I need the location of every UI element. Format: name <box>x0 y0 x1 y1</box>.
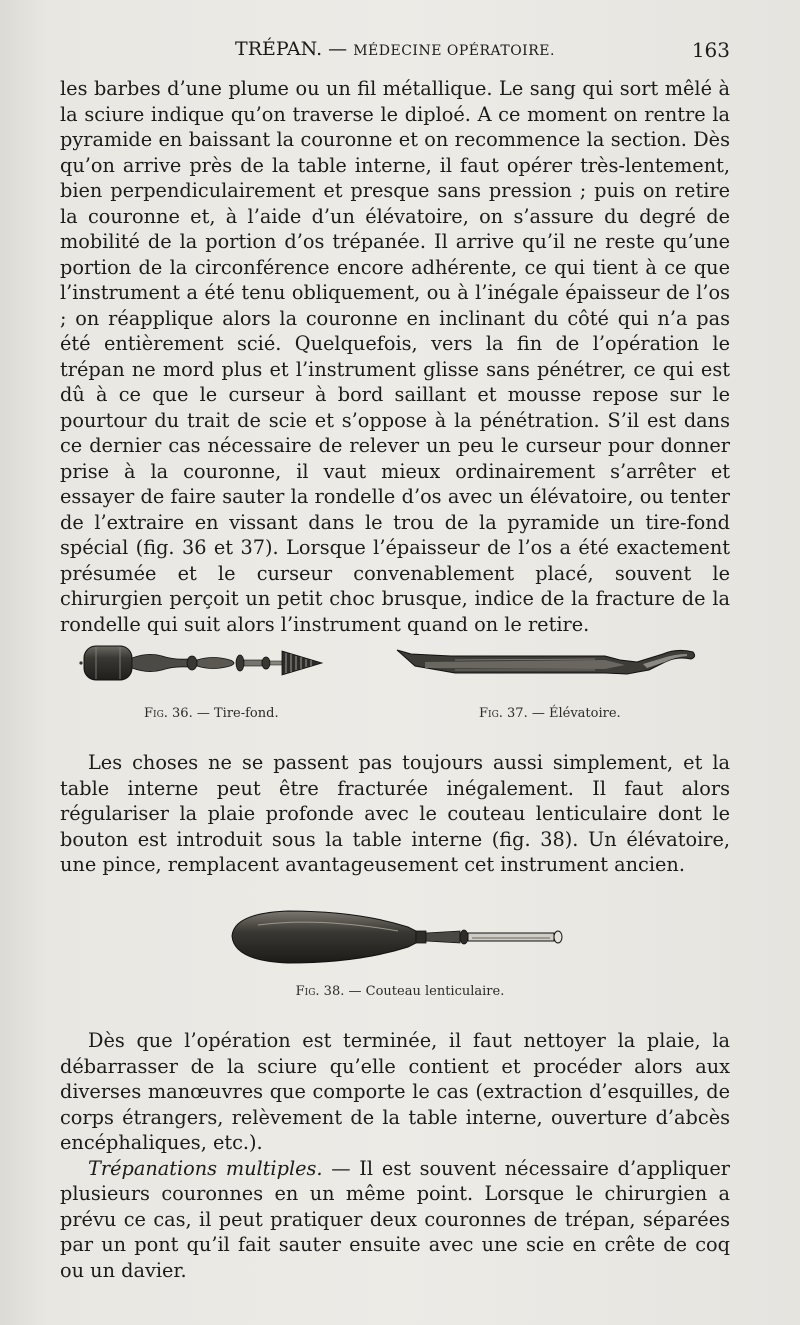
tire-fond-illustration <box>78 638 328 688</box>
figure-36-label: Fig. 36. <box>144 706 193 721</box>
header-title: TRÉPAN. <box>235 38 323 60</box>
paragraph-des-que: Dès que l’opération est terminée, il faut nettoyer la plaie, la débarrasser de la sciure qu’elle contient et procéder alors aux diverses manœuvres que comporte le cas (extraction d’esquilles, de corps étrangers, relèvement de la table interne, ouverture d’abcès encéphaliques, etc.). <box>60 1029 730 1154</box>
figure-37-text: — Élévatoire. <box>531 706 621 721</box>
figure-37-label: Fig. 37. <box>479 706 528 721</box>
text-block-bottom <box>60 1028 730 1283</box>
header-subtitle: MÉDECINE OPÉRATOIRE. <box>353 43 555 59</box>
header-dash: — <box>328 38 348 60</box>
figure-36-text: — Tire-fond. <box>196 706 279 721</box>
figure-36-caption <box>144 706 279 721</box>
paragraph-trepanations-body: — Il est souvent nécessaire d’appliquer plusieurs couronnes en un même point. Lorsque le chirurgien a prévu ce cas, il peut pratiquer deux couronnes de trépan, séparées par un pont qu’il fait sauter ensuite avec une scie en crête de coq ou un davier. <box>60 1156 730 1282</box>
paragraph-trepanations-multiples <box>60 1156 730 1284</box>
paragraph-continued: les barbes d’une plume ou un fil métallique. Le sang qui sort mêlé à la sciure indique qu’on traverse le diploé. A ce moment on rentre la pyramide en baissant la couronne et on recommence la section. Dès qu’on arrive près de la table interne, il faut opérer très-lentement, bien perpendiculairement et presque sans pression ; puis on retire la couronne et, à l’aide d’un élévatoire, on s’assure du degré de mobilité de la portion d’os trépanée. Il arrive qu’il ne reste qu’une portion de la circonférence encore adhérente, ce qui tient à ce que l’instrument a été tenu obliquement, ou à l’inégale épaisseur de l’os ; on réapplique alors la couronne en inclinant du côté qui n’a pas été entièrement scié. Quelquefois, vers la fin de l’opération le trépan ne mord plus et l’instrument glisse sans pénétrer, ce qui est dû à ce que le curseur à bord saillant et mousse repose sur le pourtour du trait de scie et s’oppose à la pénétration. S’il est dans ce dernier cas nécessaire de relever un peu le curseur pour donner prise à la couronne, il vaut mieux ordinairement s’arrêter et essayer de faire sauter la rondelle d’os avec un élévatoire, ou tenter de l’extraire en vissant dans le trou de la pyramide un tire-fond spécial (fig. 36 et 37). Lorsque l’épaisseur de l’os a été exactement présumée et le curseur convenablement placé, souvent le chirurgien perçoit un petit choc brusque, indice de la fracture de la rondelle qui suit alors l’instrument quand on le retire. <box>60 77 730 636</box>
text-block-top <box>60 76 730 637</box>
page-number: 163 <box>691 38 730 62</box>
running-header <box>60 38 730 68</box>
couteau-lenticulaire-illustration <box>228 905 568 967</box>
section-heading-trepanations-multiples: Trépanations multiples. <box>88 1156 323 1180</box>
paragraph-choses: Les choses ne se passent pas toujours aussi simplement, et la table interne peut être fracturée inégalement. Il faut alors régulariser la plaie profonde avec le couteau lenticulaire dont le bouton est introduit sous la table interne (fig. 38). Un élévatoire, une pince, remplacent avantageusement cet instrument ancien. <box>60 751 730 876</box>
text-block-middle <box>60 750 730 878</box>
elevatoire-illustration <box>395 640 700 682</box>
figure-38-caption <box>0 984 800 999</box>
figure-38-label: Fig. 38. <box>295 984 345 999</box>
figure-38-text: — Couteau lenticulaire. <box>348 984 505 999</box>
figure-37-caption <box>479 706 621 721</box>
